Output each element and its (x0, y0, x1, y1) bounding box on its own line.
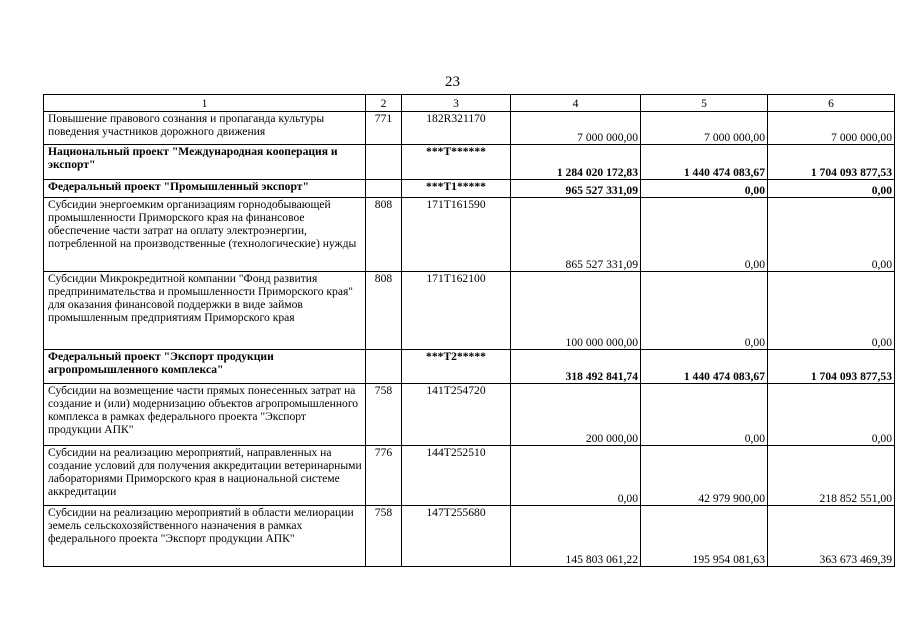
row-grbs-code-cell: 776 (366, 446, 402, 506)
table-row (44, 446, 895, 506)
row-target-article-cell: ***T2***** (402, 350, 511, 384)
row-amount-col6-cell: 218 852 551,00 (768, 446, 895, 506)
row-amount-col6-cell: 363 673 469,39 (768, 506, 895, 567)
row-amount-col5-cell: 0,00 (641, 272, 768, 350)
row-amount-col4-cell: 1 284 020 172,83 (511, 145, 641, 180)
row-grbs-code-cell (366, 145, 402, 180)
row-grbs-code-cell (366, 180, 402, 198)
row-amount-col6-cell: 1 704 093 877,53 (768, 145, 895, 180)
header-cell-2: 2 (366, 95, 402, 112)
row-target-article-cell: 182R321170 (402, 112, 511, 145)
row-amount-col6-cell: 0,00 (768, 384, 895, 446)
row-amount-col5-cell: 195 954 081,63 (641, 506, 768, 567)
row-name-cell: Национальный проект "Международная кооперация и экспорт" (44, 145, 366, 180)
row-amount-col6-cell: 0,00 (768, 180, 895, 198)
header-cell-3: 3 (402, 95, 511, 112)
row-amount-col5-cell: 0,00 (641, 180, 768, 198)
row-grbs-code-cell (366, 350, 402, 384)
header-cell-6: 6 (768, 95, 895, 112)
row-amount-col6-cell: 1 704 093 877,53 (768, 350, 895, 384)
row-target-article-cell: 141T254720 (402, 384, 511, 446)
budget-table (43, 94, 895, 567)
table-row (44, 272, 895, 350)
row-amount-col6-cell: 0,00 (768, 198, 895, 272)
row-grbs-code-cell: 808 (366, 272, 402, 350)
table-row (44, 112, 895, 145)
header-cell-4: 4 (511, 95, 641, 112)
table-row (44, 506, 895, 567)
row-amount-col6-cell: 7 000 000,00 (768, 112, 895, 145)
row-name-cell: Субсидии на реализацию мероприятий в области мелиорации земель сельскохозяйственного назначения в рамках федерального проекта "Экспорт продукции АПК" (44, 506, 366, 567)
row-name-cell: Повышение правового сознания и пропаганда культуры поведения участников дорожного движения (44, 112, 366, 145)
row-amount-col4-cell: 7 000 000,00 (511, 112, 641, 145)
row-amount-col6-cell: 0,00 (768, 272, 895, 350)
row-grbs-code-cell: 771 (366, 112, 402, 145)
table-row (44, 384, 895, 446)
row-amount-col4-cell: 965 527 331,09 (511, 180, 641, 198)
row-name-cell: Субсидии энергоемким организациям горнодобывающей промышленности Приморского края на финансовое обеспечение части затрат на оплату электроэнергии, потребленной на производственные (технологические) нужды (44, 198, 366, 272)
row-amount-col5-cell: 7 000 000,00 (641, 112, 768, 145)
row-amount-col5-cell: 0,00 (641, 198, 768, 272)
table-row (44, 198, 895, 272)
row-name-cell: Субсидии Микрокредитной компании "Фонд развития предпринимательства и промышленности Приморского края" для оказания финансовой поддержки в виде займов промышленным предприятиям Приморского края (44, 272, 366, 350)
row-target-article-cell: 171T162100 (402, 272, 511, 350)
row-amount-col4-cell: 0,00 (511, 446, 641, 506)
row-amount-col4-cell: 200 000,00 (511, 384, 641, 446)
header-cell-1: 1 (44, 95, 366, 112)
row-target-article-cell: ***T1***** (402, 180, 511, 198)
row-name-cell: Субсидии на возмещение части прямых понесенных затрат на создание и (или) модернизацию объектов агропромышленного комплекса в рамках федерального проекта "Экспорт продукции АПК" (44, 384, 366, 446)
row-name-cell: Федеральный проект "Промышленный экспорт" (44, 180, 366, 198)
table-row (44, 145, 895, 180)
row-target-article-cell: 144T252510 (402, 446, 511, 506)
row-amount-col5-cell: 42 979 900,00 (641, 446, 768, 506)
row-amount-col4-cell: 318 492 841,74 (511, 350, 641, 384)
table-row (44, 180, 895, 198)
row-grbs-code-cell: 758 (366, 506, 402, 567)
table-row (44, 350, 895, 384)
row-amount-col5-cell: 0,00 (641, 384, 768, 446)
row-amount-col5-cell: 1 440 474 083,67 (641, 145, 768, 180)
row-name-cell: Федеральный проект "Экспорт продукции агропромышленного комплекса" (44, 350, 366, 384)
row-amount-col4-cell: 145 803 061,22 (511, 506, 641, 567)
header-cell-5: 5 (641, 95, 768, 112)
row-grbs-code-cell: 758 (366, 384, 402, 446)
row-amount-col4-cell: 100 000 000,00 (511, 272, 641, 350)
row-amount-col4-cell: 865 527 331,09 (511, 198, 641, 272)
row-amount-col5-cell: 1 440 474 083,67 (641, 350, 768, 384)
page-number: 23 (445, 74, 460, 90)
row-target-article-cell: 171T161590 (402, 198, 511, 272)
row-name-cell: Субсидии на реализацию мероприятий, направленных на создание условий для получения аккредитации ветеринарными лабораториями Приморского края в национальной системе аккредитации (44, 446, 366, 506)
row-grbs-code-cell: 808 (366, 198, 402, 272)
table-header-row (44, 95, 895, 112)
row-target-article-cell: ***T****** (402, 145, 511, 180)
row-target-article-cell: 147T255680 (402, 506, 511, 567)
